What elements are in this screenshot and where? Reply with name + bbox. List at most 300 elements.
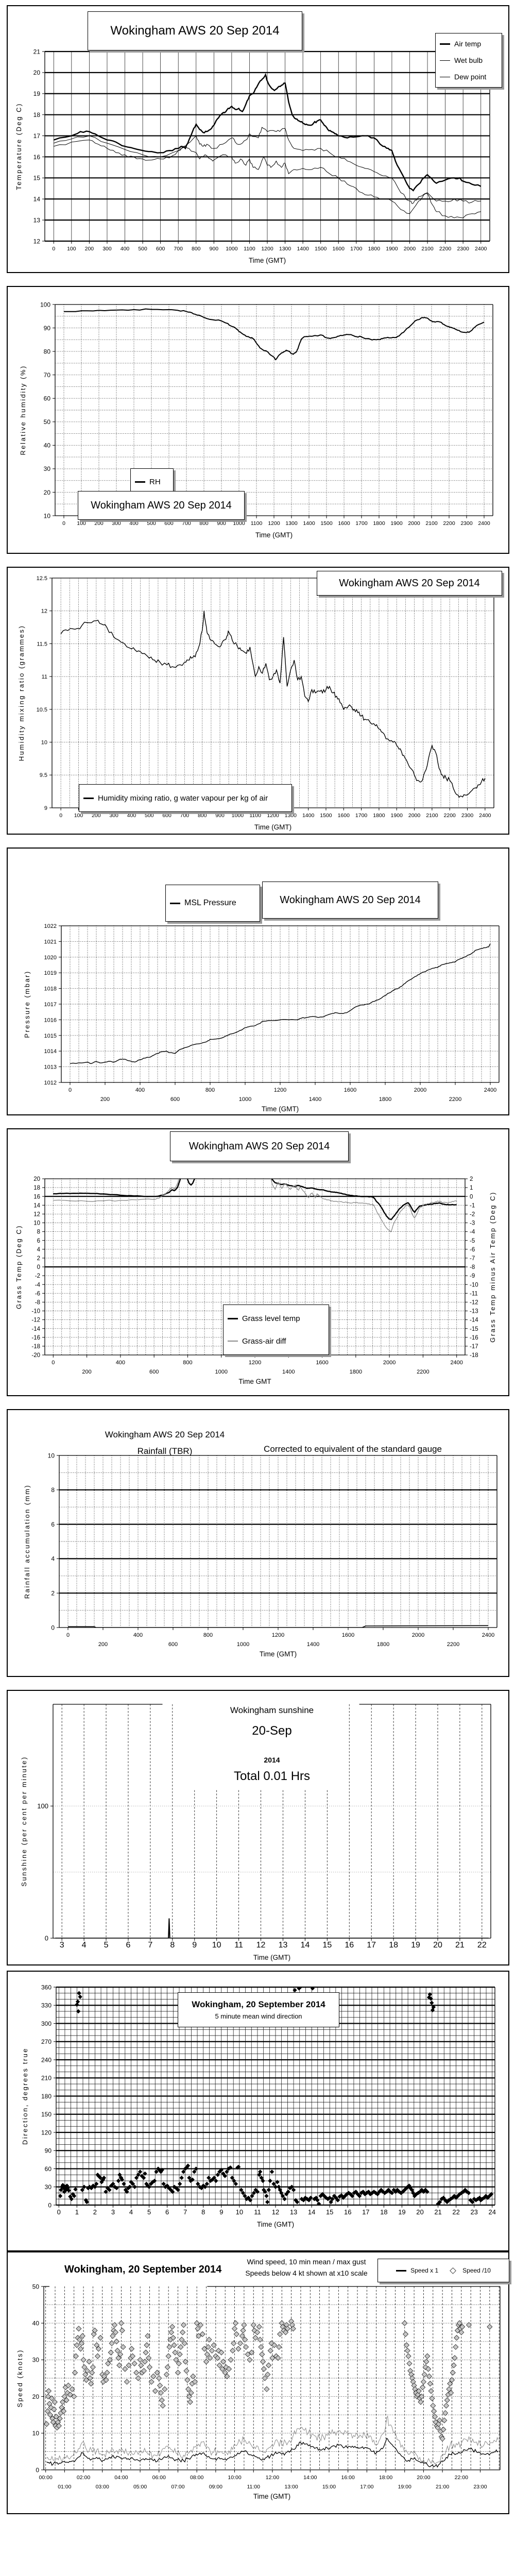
svg-text:14: 14	[307, 2208, 316, 2216]
svg-text:1000: 1000	[236, 1641, 250, 1648]
svg-text:15: 15	[33, 174, 40, 182]
svg-text:-9: -9	[470, 1273, 475, 1280]
svg-text:1500: 1500	[320, 520, 333, 527]
svg-text:1000: 1000	[233, 520, 245, 527]
svg-text:10: 10	[47, 1452, 55, 1460]
svg-text:02:00: 02:00	[76, 2475, 91, 2481]
svg-text:900: 900	[217, 520, 226, 527]
svg-text:1200: 1200	[261, 246, 273, 252]
line-sample-icon	[170, 903, 180, 904]
svg-text:12: 12	[33, 238, 40, 245]
subtitle-line-1	[234, 2258, 379, 2267]
legend-label: Wet bulb	[454, 56, 483, 64]
box-text: Wokingham AWS 20 Sep 2014	[91, 499, 232, 511]
svg-text:1200: 1200	[268, 520, 280, 527]
svg-text:1600: 1600	[344, 1087, 357, 1093]
svg-text:9.5: 9.5	[39, 772, 47, 779]
pressure-y-axis-title: Pressure (mbar)	[23, 970, 31, 1038]
svg-text:3: 3	[59, 1941, 64, 1950]
legend-box	[165, 885, 260, 922]
svg-text:4: 4	[51, 1555, 55, 1563]
svg-text:0: 0	[470, 1194, 473, 1200]
chart-panel-pressure	[7, 848, 509, 1115]
svg-text:400: 400	[133, 1632, 143, 1638]
chart-title	[80, 1430, 250, 1442]
box-text: Wokingham AWS 20 Sep 2014	[110, 24, 280, 38]
chart-date	[205, 1724, 339, 1739]
svg-text:1012: 1012	[44, 1079, 57, 1086]
svg-text:17: 17	[362, 2208, 370, 2216]
svg-text:14: 14	[33, 195, 40, 203]
sunshine-x-axis-title: Time (GMT)	[253, 1954, 291, 1961]
box-text-line: 5 minute mean wind direction	[215, 2012, 302, 2021]
svg-text:400: 400	[127, 812, 136, 819]
chart-title	[179, 1705, 365, 1717]
svg-text:22: 22	[477, 1941, 487, 1950]
svg-text:50: 50	[32, 2283, 39, 2291]
legend-label: Speed /10	[462, 2267, 491, 2274]
svg-text:1100: 1100	[244, 246, 255, 252]
svg-text:40: 40	[43, 442, 50, 449]
svg-text:1200: 1200	[248, 1360, 262, 1366]
svg-text:1300: 1300	[279, 246, 291, 252]
svg-text:0: 0	[68, 1087, 72, 1093]
svg-text:08:00: 08:00	[190, 2475, 204, 2481]
svg-text:1000: 1000	[231, 812, 244, 819]
svg-text:-13: -13	[470, 1308, 478, 1315]
relative-humidity-x-axis-title: Time (GMT)	[255, 531, 293, 539]
legend-entry	[170, 899, 236, 908]
svg-text:-14: -14	[31, 1326, 40, 1332]
svg-text:1400: 1400	[308, 1096, 322, 1103]
svg-text:30: 30	[43, 465, 50, 473]
svg-text:8: 8	[51, 1486, 55, 1494]
svg-text:0: 0	[59, 812, 63, 819]
svg-text:300: 300	[109, 812, 118, 819]
svg-text:06:00: 06:00	[152, 2475, 166, 2481]
svg-text:200: 200	[100, 1096, 110, 1103]
svg-text:1800: 1800	[373, 520, 385, 527]
svg-text:20: 20	[33, 69, 40, 77]
svg-text:2400: 2400	[450, 1360, 463, 1366]
svg-text:60: 60	[44, 2165, 52, 2173]
svg-text:21:00: 21:00	[435, 2484, 450, 2490]
svg-text:600: 600	[149, 1369, 159, 1375]
temperature-x-axis-title: Time (GMT)	[248, 257, 286, 264]
svg-text:9: 9	[192, 1941, 197, 1950]
svg-text:40: 40	[32, 2319, 39, 2327]
svg-text:10: 10	[33, 1220, 40, 1227]
svg-text:0: 0	[52, 246, 56, 252]
svg-text:1022: 1022	[44, 923, 57, 929]
svg-text:13: 13	[289, 2208, 298, 2216]
svg-text:200: 200	[92, 812, 101, 819]
svg-text:600: 600	[170, 1096, 180, 1103]
svg-text:1014: 1014	[44, 1048, 57, 1055]
svg-text:0: 0	[57, 2208, 61, 2216]
svg-text:23:00: 23:00	[473, 2484, 487, 2490]
grass-temp-y2-axis-title: Grass Temp minus Air Temp (Deg C)	[489, 1191, 496, 1343]
svg-text:11.5: 11.5	[37, 641, 47, 648]
chart-panel-sunshine	[7, 1690, 509, 1965]
correction-note	[245, 1444, 461, 1456]
svg-text:400: 400	[129, 520, 139, 527]
pressure-x-axis-title: Time (GMT)	[261, 1105, 299, 1113]
svg-text:09:00: 09:00	[209, 2484, 222, 2490]
wind-speed-x-axis-title: Time (GMT)	[253, 2493, 291, 2500]
legend-entry	[440, 40, 481, 48]
svg-text:210: 210	[41, 2074, 52, 2082]
svg-text:360: 360	[41, 1984, 52, 1991]
svg-text:6: 6	[165, 2208, 169, 2216]
svg-text:2100: 2100	[426, 812, 438, 819]
svg-text:11:00: 11:00	[247, 2484, 260, 2490]
svg-text:7: 7	[148, 1941, 153, 1950]
svg-text:2000: 2000	[411, 1632, 425, 1638]
line-sample-icon	[135, 481, 145, 483]
svg-text:0: 0	[52, 1360, 55, 1366]
svg-text:500: 500	[147, 520, 156, 527]
svg-text:6: 6	[126, 1941, 131, 1950]
svg-text:10: 10	[32, 2430, 39, 2437]
svg-text:1300: 1300	[285, 520, 298, 527]
svg-text:330: 330	[41, 2002, 52, 2009]
svg-text:2200: 2200	[443, 812, 456, 819]
svg-text:-10: -10	[470, 1282, 478, 1289]
legend-label: Humidity mixing ratio, g water vapour per kg of air	[98, 793, 268, 803]
svg-text:2400: 2400	[484, 1087, 497, 1093]
svg-text:1900: 1900	[386, 246, 398, 252]
svg-text:2400: 2400	[475, 246, 487, 252]
svg-text:1500: 1500	[315, 246, 327, 252]
svg-text:1600: 1600	[338, 520, 350, 527]
svg-text:22: 22	[452, 2208, 460, 2216]
svg-text:00:00: 00:00	[39, 2475, 53, 2481]
svg-text:1015: 1015	[44, 1032, 57, 1039]
svg-text:700: 700	[180, 812, 190, 819]
svg-text:60: 60	[43, 395, 50, 402]
svg-text:4: 4	[81, 1941, 87, 1950]
svg-text:600: 600	[164, 520, 174, 527]
svg-text:01:00: 01:00	[58, 2484, 72, 2490]
svg-text:1500: 1500	[320, 812, 332, 819]
svg-text:800: 800	[205, 1087, 215, 1093]
svg-text:2000: 2000	[383, 1360, 396, 1366]
svg-text:14: 14	[33, 1202, 40, 1209]
svg-text:11: 11	[254, 2208, 261, 2216]
svg-text:1400: 1400	[302, 812, 315, 819]
svg-text:1020: 1020	[44, 954, 57, 961]
svg-text:500: 500	[144, 812, 154, 819]
svg-text:2200: 2200	[439, 246, 452, 252]
svg-text:-15: -15	[470, 1326, 478, 1332]
svg-text:-7: -7	[470, 1256, 475, 1262]
svg-text:6: 6	[37, 1238, 40, 1244]
svg-text:20: 20	[43, 488, 50, 496]
box-text: Wokingham sunshine	[230, 1705, 314, 1715]
svg-text:14:00: 14:00	[303, 2475, 317, 2481]
svg-text:23: 23	[470, 2208, 478, 2216]
svg-text:1000: 1000	[226, 246, 238, 252]
svg-text:15: 15	[322, 1941, 332, 1950]
svg-text:300: 300	[41, 2020, 52, 2027]
legend-label: Grass level temp	[242, 1314, 300, 1323]
series-sunshine	[55, 1919, 488, 1939]
legend-box	[377, 2259, 509, 2282]
svg-text:800: 800	[191, 246, 201, 252]
grass-temp-y-axis-title: Grass Temp (Deg C)	[15, 1225, 23, 1309]
svg-text:1000: 1000	[238, 1096, 252, 1103]
humidity-mixing-ratio-y-axis-title: Humidity mixing ratio (grammes)	[18, 624, 25, 761]
svg-text:180: 180	[41, 2092, 52, 2100]
svg-text:500: 500	[138, 246, 147, 252]
svg-text:-11: -11	[470, 1291, 478, 1297]
svg-text:11: 11	[41, 674, 47, 681]
svg-text:03:00: 03:00	[95, 2484, 109, 2490]
svg-text:2300: 2300	[461, 812, 474, 819]
svg-text:1700: 1700	[355, 812, 368, 819]
svg-text:19: 19	[411, 1941, 420, 1950]
svg-text:10: 10	[41, 739, 47, 746]
svg-text:800: 800	[199, 520, 209, 527]
chart-panel-grass-temp	[7, 1128, 509, 1396]
svg-text:2200: 2200	[449, 1096, 462, 1103]
svg-text:-20: -20	[31, 1352, 40, 1359]
legend-entry	[83, 794, 268, 803]
svg-text:21: 21	[33, 48, 40, 56]
humidity-mixing-ratio-x-axis-title: Time (GMT)	[254, 823, 292, 831]
svg-text:16: 16	[345, 1941, 354, 1950]
svg-text:150: 150	[41, 2111, 52, 2119]
svg-text:2100: 2100	[425, 520, 438, 527]
svg-text:1900: 1900	[390, 812, 403, 819]
svg-text:21: 21	[455, 1941, 465, 1950]
svg-text:1800: 1800	[349, 1369, 363, 1375]
title-box	[178, 1992, 339, 2027]
svg-text:1: 1	[470, 1185, 473, 1192]
svg-text:270: 270	[41, 2038, 52, 2046]
chart-panel-rainfall	[7, 1409, 509, 1677]
svg-text:-12: -12	[31, 1317, 40, 1324]
svg-text:1000: 1000	[215, 1369, 228, 1375]
svg-text:1600: 1600	[316, 1360, 329, 1366]
svg-text:-5: -5	[470, 1238, 475, 1244]
svg-text:0: 0	[51, 1624, 55, 1632]
svg-text:22:00: 22:00	[454, 2475, 468, 2481]
svg-text:0: 0	[36, 2466, 39, 2474]
svg-text:12: 12	[271, 2208, 280, 2216]
svg-text:90: 90	[43, 324, 50, 332]
svg-text:240: 240	[41, 2056, 52, 2064]
box-text: 20-Sep	[252, 1724, 292, 1738]
svg-text:14: 14	[300, 1941, 310, 1950]
title-box	[262, 882, 438, 919]
svg-text:600: 600	[156, 246, 165, 252]
chart-panel-wind-speed	[7, 2251, 509, 2514]
svg-text:-6: -6	[470, 1246, 475, 1253]
svg-text:2: 2	[470, 1176, 473, 1183]
svg-text:1100: 1100	[249, 812, 261, 819]
svg-text:2200: 2200	[417, 1369, 430, 1375]
svg-text:1018: 1018	[44, 986, 57, 992]
svg-text:200: 200	[84, 246, 94, 252]
svg-text:800: 800	[203, 1632, 213, 1638]
wind-direction-x-axis-title: Time (GMT)	[256, 2221, 295, 2228]
svg-text:0: 0	[66, 1632, 70, 1638]
svg-text:5: 5	[104, 1941, 109, 1950]
svg-text:6: 6	[51, 1520, 55, 1528]
svg-text:17: 17	[367, 1941, 376, 1950]
box-text: Corrected to equivalent of the standard gauge	[264, 1444, 442, 1454]
svg-text:18: 18	[389, 1941, 399, 1950]
legend-entry	[440, 56, 483, 64]
svg-text:1700: 1700	[355, 520, 368, 527]
svg-text:11: 11	[234, 1941, 243, 1950]
svg-text:16: 16	[33, 1194, 40, 1200]
chart-total	[195, 1769, 349, 1785]
legend-label: RH	[149, 477, 161, 486]
svg-text:5: 5	[147, 2208, 151, 2216]
svg-text:120: 120	[41, 2129, 52, 2137]
svg-text:-16: -16	[470, 1334, 478, 1341]
line-sample-icon	[440, 43, 450, 45]
box-text: Total 0.01 Hrs	[233, 1769, 311, 1783]
svg-text:1700: 1700	[350, 246, 363, 252]
svg-text:18: 18	[33, 1185, 40, 1192]
svg-text:1016: 1016	[44, 1017, 57, 1024]
wind-direction-y-axis-title: Direction, degrees true	[21, 2047, 29, 2145]
svg-text:12:00: 12:00	[265, 2475, 280, 2481]
diamond-marker-icon	[450, 2267, 456, 2274]
svg-text:400: 400	[120, 246, 130, 252]
svg-text:1800: 1800	[368, 246, 381, 252]
line-sample-icon	[83, 798, 94, 799]
svg-text:2300: 2300	[460, 520, 473, 527]
svg-text:1400: 1400	[282, 1369, 295, 1375]
title-box	[78, 491, 245, 520]
box-text-line: Wokingham, 20 September 2014	[192, 1999, 325, 2009]
svg-text:-1: -1	[470, 1202, 475, 1209]
legend-box	[223, 1304, 329, 1355]
svg-text:1: 1	[75, 2208, 79, 2216]
svg-text:17:00: 17:00	[360, 2484, 374, 2490]
legend-label: MSL Pressure	[184, 899, 236, 907]
chart-panel-humidity-mixing-ratio	[7, 567, 509, 835]
grass-temp-x-axis-title: Time GMT	[238, 1378, 271, 1385]
svg-text:-18: -18	[470, 1352, 478, 1359]
svg-text:9: 9	[44, 805, 47, 811]
svg-text:1800: 1800	[373, 812, 385, 819]
svg-text:12.5: 12.5	[36, 575, 47, 582]
svg-text:0: 0	[48, 2201, 52, 2209]
svg-text:-6: -6	[35, 1291, 40, 1297]
svg-text:-18: -18	[31, 1344, 40, 1350]
svg-text:2: 2	[37, 1256, 40, 1262]
svg-text:600: 600	[168, 1641, 178, 1648]
sunshine-y-axis-title: Sunshine (per cent per minute)	[20, 1756, 28, 1887]
svg-text:1800: 1800	[379, 1096, 392, 1103]
svg-text:04:00: 04:00	[114, 2475, 128, 2481]
svg-text:70: 70	[43, 371, 50, 379]
box-text: Rainfall (TBR)	[137, 1446, 193, 1456]
svg-text:200: 200	[98, 1641, 108, 1648]
svg-text:2300: 2300	[457, 246, 469, 252]
legend-label: Grass-air diff	[242, 1336, 286, 1346]
svg-text:10: 10	[212, 1941, 221, 1950]
svg-text:13: 13	[33, 216, 40, 224]
legend-entry	[440, 73, 486, 81]
svg-text:1600: 1600	[341, 1632, 355, 1638]
svg-text:2200: 2200	[443, 520, 455, 527]
svg-text:-12: -12	[470, 1299, 478, 1306]
legend-label: Speed x 1	[410, 2267, 439, 2274]
wind-speed-y-axis-title: Speed (knots)	[16, 2349, 24, 2408]
wind-speed-plot	[8, 2252, 508, 2513]
box-text: Speeds below 4 kt shown at x10 scale	[245, 2269, 368, 2277]
svg-text:900: 900	[209, 246, 219, 252]
legend-entry	[448, 2267, 491, 2274]
svg-text:8: 8	[37, 1229, 40, 1235]
svg-text:1400: 1400	[297, 246, 309, 252]
title-box	[88, 11, 302, 50]
svg-text:400: 400	[115, 1360, 126, 1366]
line-sample-icon	[396, 2270, 406, 2272]
svg-text:12: 12	[41, 608, 47, 615]
svg-text:30: 30	[44, 2183, 52, 2191]
svg-text:50: 50	[43, 418, 50, 426]
svg-text:4: 4	[129, 2208, 133, 2216]
svg-text:1900: 1900	[390, 520, 403, 527]
svg-text:18:00: 18:00	[379, 2475, 393, 2481]
svg-text:1013: 1013	[44, 1064, 57, 1071]
svg-text:24: 24	[488, 2208, 496, 2216]
svg-text:05:00: 05:00	[133, 2484, 147, 2490]
svg-text:1200: 1200	[273, 1087, 287, 1093]
chart-year	[220, 1756, 323, 1766]
relative-humidity-y-axis-title: Relative humidity (%)	[19, 365, 27, 455]
legend-box	[435, 33, 502, 88]
svg-text:2000: 2000	[408, 520, 420, 527]
svg-text:1400: 1400	[303, 520, 315, 527]
svg-text:13: 13	[278, 1941, 288, 1950]
svg-text:10:00: 10:00	[228, 2475, 242, 2481]
svg-text:-10: -10	[31, 1308, 40, 1315]
svg-text:15: 15	[325, 2208, 334, 2216]
svg-text:-16: -16	[31, 1334, 40, 1341]
svg-text:9: 9	[219, 2208, 224, 2216]
svg-text:100: 100	[77, 520, 86, 527]
svg-text:17: 17	[33, 132, 40, 140]
svg-text:1800: 1800	[376, 1641, 390, 1648]
svg-text:15:00: 15:00	[322, 2484, 336, 2490]
svg-text:12: 12	[33, 1211, 40, 1218]
chart-subtitle	[116, 1446, 214, 1459]
svg-text:1600: 1600	[332, 246, 345, 252]
box-text: 2014	[264, 1756, 280, 1764]
chart-panel-temperature	[7, 5, 509, 273]
svg-text:8: 8	[170, 1941, 175, 1950]
svg-text:-2: -2	[35, 1273, 40, 1280]
svg-text:80: 80	[43, 348, 50, 355]
svg-text:3: 3	[111, 2208, 115, 2216]
svg-text:2000: 2000	[408, 812, 421, 819]
chart-panel-wind-direction	[7, 1971, 509, 2251]
svg-text:20: 20	[416, 2208, 424, 2216]
title-box	[317, 571, 502, 596]
svg-text:100: 100	[37, 1802, 48, 1810]
svg-text:20: 20	[33, 1176, 40, 1183]
svg-text:19: 19	[398, 2208, 406, 2216]
